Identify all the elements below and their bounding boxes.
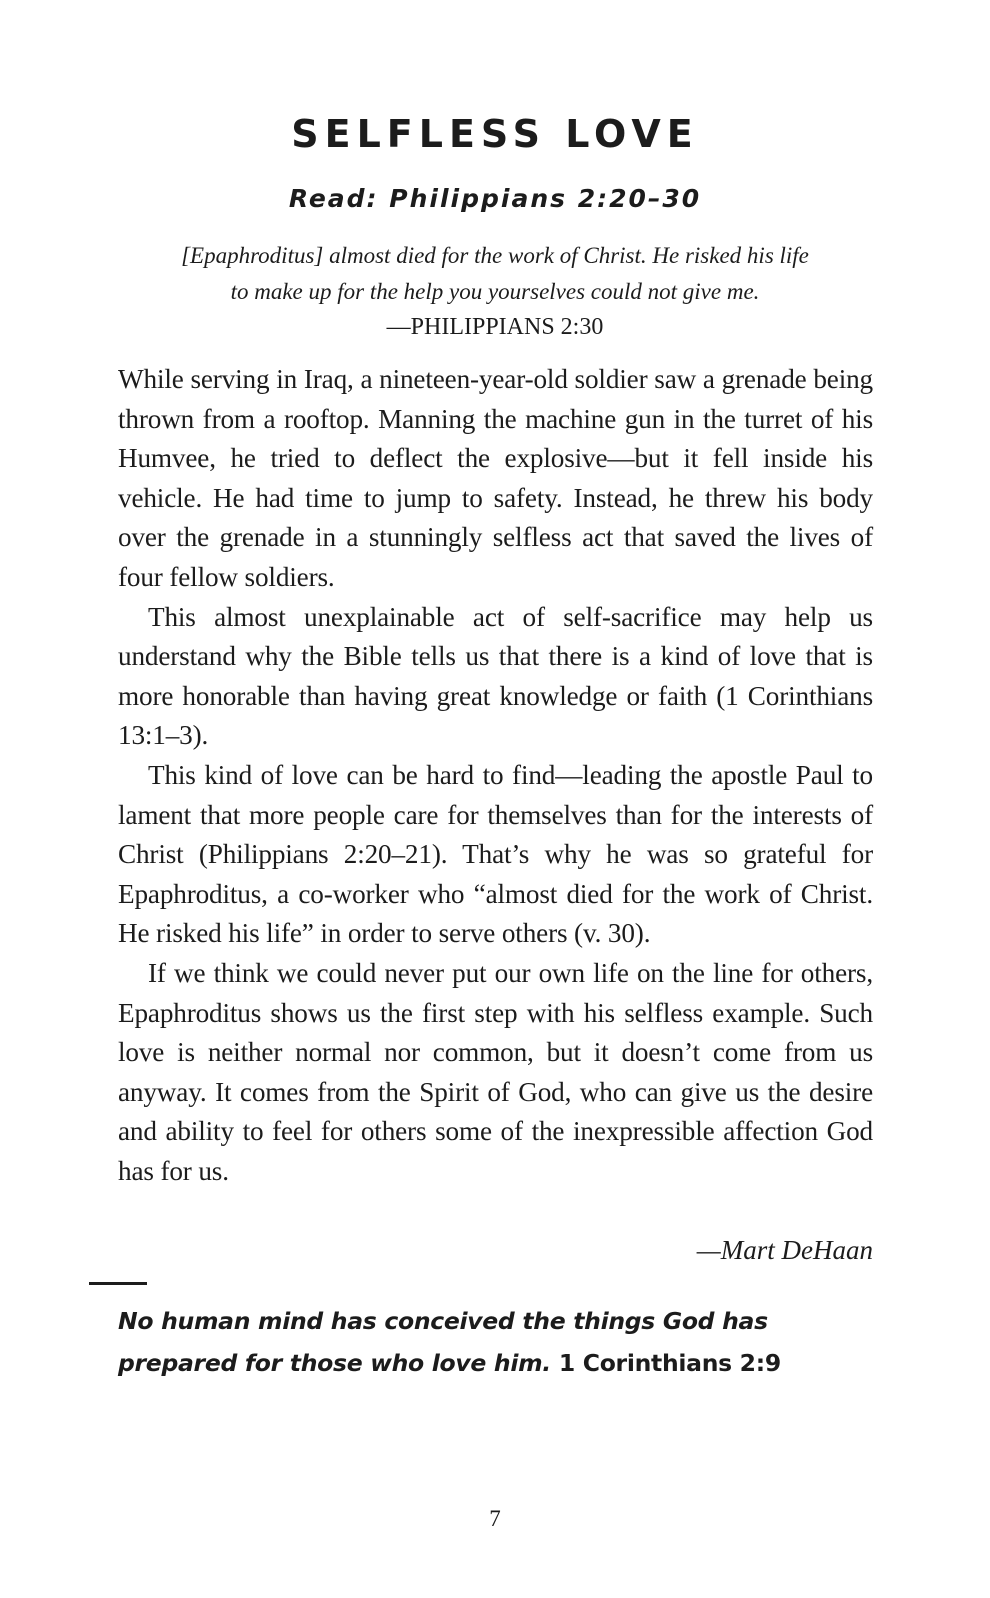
epigraph-reference: —PHILIPPIANS 2:30 xyxy=(386,314,604,340)
epigraph-quote xyxy=(130,238,860,310)
epigraph-line: to make up for the help you yourselves could not give me. xyxy=(230,279,760,304)
body-paragraph: While serving in Iraq, a nineteen-year-old soldier saw a grenade being thrown from a rooftop. Manning the machine gun in the turret of his Humvee, he tried to deflect the explosive—but it fell inside his vehicle. He had time to jump to safety. Instead, he threw his body over the grenade in a stunningly selfless act that saved the lives of four fellow soldiers. xyxy=(118,364,873,592)
scripture-reading: Read: Philippians 2:20–30 xyxy=(288,184,702,213)
thought-for-the-day xyxy=(118,1300,878,1384)
body-paragraph: This kind of love can be hard to find—leading the apostle Paul to lament that more people care for themselves than for the interests of Christ (Philippians 2:20–21). That’s why he was so grateful for Epaphroditus, a co-worker who “almost died for the work of Christ. He risked his life” in order to serve others (v. 30). xyxy=(118,759,873,949)
divider-rule xyxy=(89,1282,147,1285)
thought-quote: No human mind has conceived the things God has prepared for those who love him. xyxy=(118,1307,768,1377)
page-title: SELFLESS LOVE xyxy=(291,112,699,156)
body-paragraph: If we think we could never put our own life on the line for others, Epaphroditus shows us the first step with his selfless example. Such love is neither normal nor common, but it doesn’t come from us anyway. It comes from the Spirit of God, who can give us the desire and ability to feel for others some of the inexpressible affection God has for us. xyxy=(118,957,873,1186)
devotional-body xyxy=(118,360,873,1191)
thought-reference: 1 Corinthians 2:9 xyxy=(558,1349,781,1377)
epigraph-line: [Epaphroditus] almost died for the work of Christ. He risked his life xyxy=(181,243,809,268)
page-number: 7 xyxy=(489,1506,501,1531)
author-signature: —Mart DeHaan xyxy=(696,1235,873,1265)
body-paragraph: This almost unexplainable act of self-sacrifice may help us understand why the Bible tells us that there is a kind of love that is more honorable than having great knowledge or faith (1 Corinthians 13:1–3). xyxy=(118,601,873,751)
